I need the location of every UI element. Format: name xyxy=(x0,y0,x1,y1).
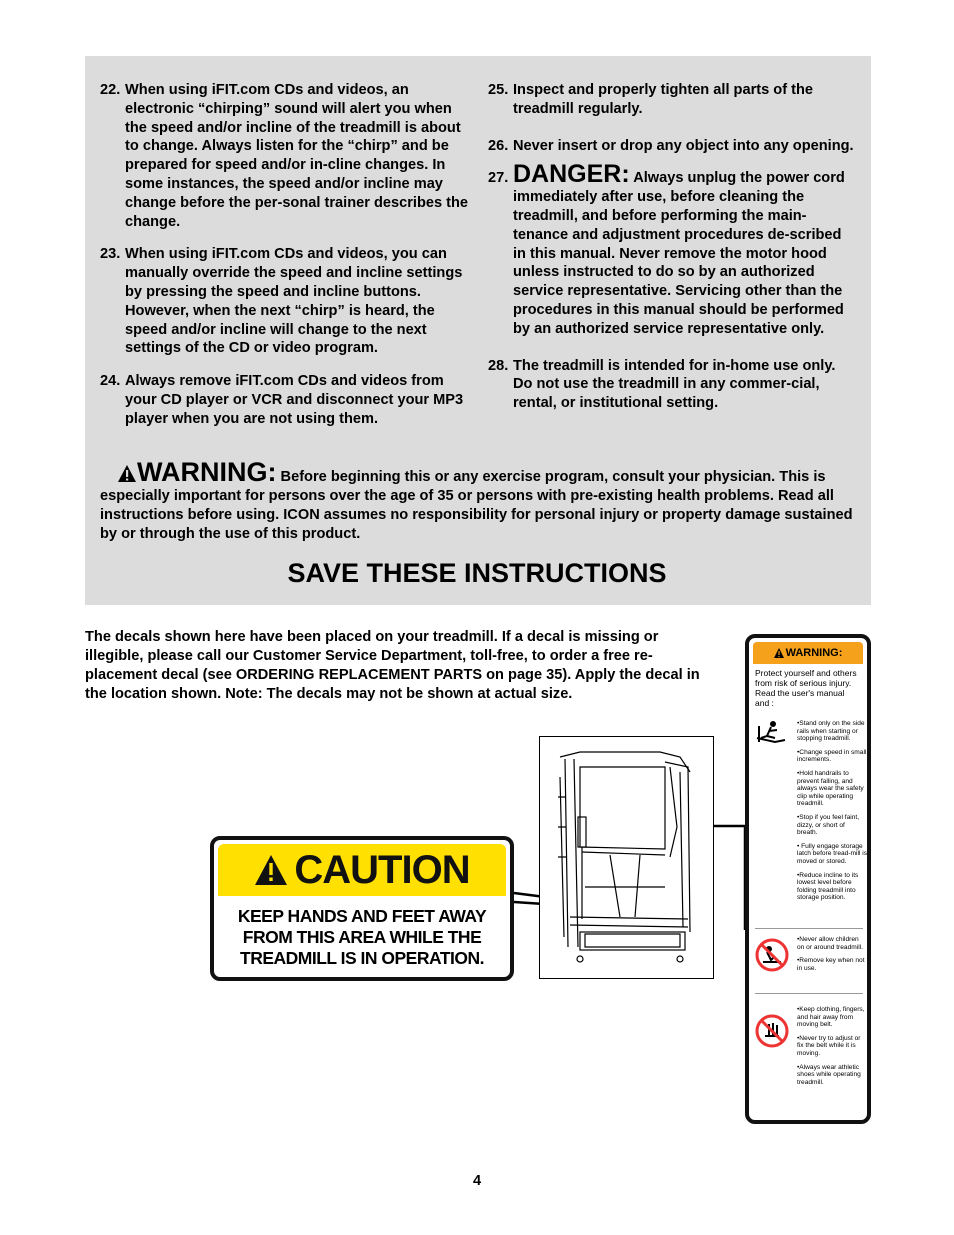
page-number: 4 xyxy=(472,1173,482,1189)
safety-item-28: 28. The treadmill is intended for in-home use only. Do not use the treadmill in any commer-cial, rental, or institutional setting. xyxy=(488,357,836,412)
safety-item-24: 24. Always remove iFIT.com CDs and videos from your CD player or VCR and disconnect your MP3 player when you are not using them. xyxy=(100,373,464,427)
warning-decal-group-3: •Keep clothing, fingers, and hair away from moving belt. •Never try to adjust or fix the belt while it is moving. •Always wear athletic shoes while operating treadmill. xyxy=(797,1006,865,1086)
treadmill-fall-icon xyxy=(755,716,789,750)
treadmill-drawing xyxy=(540,737,713,978)
caution-body: KEEP HANDS AND FEET AWAY FROM THIS AREA WHILE THE TREADMILL IS IN OPERATION. xyxy=(237,906,487,968)
save-instructions-heading: SAVE THESE INSTRUCTIONS xyxy=(287,558,667,588)
warning-decal-intro: Protect yourself and others from risk of serious injury. Read the user's manual and : xyxy=(755,668,857,708)
warning-decal xyxy=(745,634,871,1124)
safety-item-text: When using iFIT.com CDs and videos, you can manually override the speed and incline settings by pressing the speed and incline buttons. However, when the next “chirp” is heard, the speed and/or incline will change to the next settings of the CD or video program. xyxy=(125,246,463,357)
caution-title: CAUTION xyxy=(294,847,470,892)
warning-decal-group-2: •Never allow children on or around treadmill. •Remove key when not in use. xyxy=(797,936,865,972)
safety-item-text: Always unplug the power cord immediately after use, before cleaning the treadmill, and before performing the main-tenance and adjustment procedures de-scribed in this manual. Never remove the motor hood unless instructed to do so by an authorized service representative. Servicing other than the procedures in this manual should be performed by an authorized service representative only. xyxy=(513,170,845,337)
safety-item-22: 22. When using iFIT.com CDs and videos, an electronic “chirping” sound will alert you when the speed and/or incline of the treadmill is about to change. Always listen for the “chirp” and be prepared for speed and/or in-cline changes. In some instances, the speed and/or incline may change before the per-sonal trainer describes the change. xyxy=(100,82,469,230)
safety-item-text: When using iFIT.com CDs and videos, an electronic “chirping” sound will alert you when the speed and/or incline of the treadmill is about to change. Always listen for the “chirp” and be prepared for speed and/or in-cline changes. In some instances, the speed and/or incline may change before the per-sonal trainer describes the change. xyxy=(125,82,469,230)
no-children-icon xyxy=(755,938,789,972)
decals-intro: The decals shown here have been placed on your treadmill. If a decal is missing or illegible, please call our Customer Service Department, toll-free, to order a free re-placement decal (see ORDERING REPLACEMENT PARTS on page 35). Apply the decal in the location shown. Note: The decals may not be shown at actual size. xyxy=(85,629,700,702)
safety-item-text: Inspect and properly tighten all parts of the treadmill regularly. xyxy=(513,82,814,117)
treadmill-illustration xyxy=(539,736,714,979)
safety-item-text: The treadmill is intended for in-home use only. Do not use the treadmill in any commer-cial, rental, or institutional setting. xyxy=(513,357,836,412)
warning-decal-divider xyxy=(755,993,863,994)
warning-decal-group-1: •Stand only on the side rails when starting or stopping treadmill. •Change speed in small increments. •Hold handrails to prevent falling, and always wear the safety clip while operating treadmill. •Stop if you feel faint, dizzy, or short of breath. • Fully engage storage latch before tread-mill is moved or stored. •Reduce incline to its lowest level before folding treadmill into storage position. xyxy=(797,720,867,902)
safety-item-text: Never insert or drop any object into any opening. xyxy=(513,137,854,154)
safety-item-27: 27. DANGER: Always unplug the power cord immediately after use, before cleaning the treadmill, and before performing the main-tenance and adjustment procedures de-scribed in this manual. Never remove the motor hood unless instructed to do so by an authorized service representative. Servicing other than the procedures in this manual should be performed by an authorized service representative only. xyxy=(488,160,845,337)
warning-decal-title: WARNING: xyxy=(785,647,843,659)
safety-item-23: 23. When using iFIT.com CDs and videos, you can manually override the speed and incline settings by pressing the speed and incline buttons. However, when the next “chirp” is heard, the speed and/or incline will change to the next settings of the CD or video program. xyxy=(100,246,463,357)
safety-item-25: 25. Inspect and properly tighten all parts of the treadmill regularly. xyxy=(488,82,814,117)
warning-decal-divider xyxy=(755,928,863,929)
safety-item-text: Always remove iFIT.com CDs and videos from your CD player or VCR and disconnect your MP3 player when you are not using them. xyxy=(125,373,464,427)
warning-label: WARNING: xyxy=(137,457,277,487)
danger-label: DANGER: xyxy=(513,160,630,189)
warning-decal-header xyxy=(753,642,863,664)
no-hands-on-belt-icon xyxy=(755,1014,789,1048)
warning-decal-triangle-icon xyxy=(774,648,784,658)
warning-text: Before beginning this or any exercise program, consult your physician. This is especially important for persons over the age of 35 or persons with pre-existing health problems. Read all instructions before using. ICON assumes no responsibility for personal injury or property damage sustained by or through the use of this product. xyxy=(100,469,853,542)
safety-item-26: 26. Never insert or drop any object into any opening. xyxy=(488,137,854,154)
